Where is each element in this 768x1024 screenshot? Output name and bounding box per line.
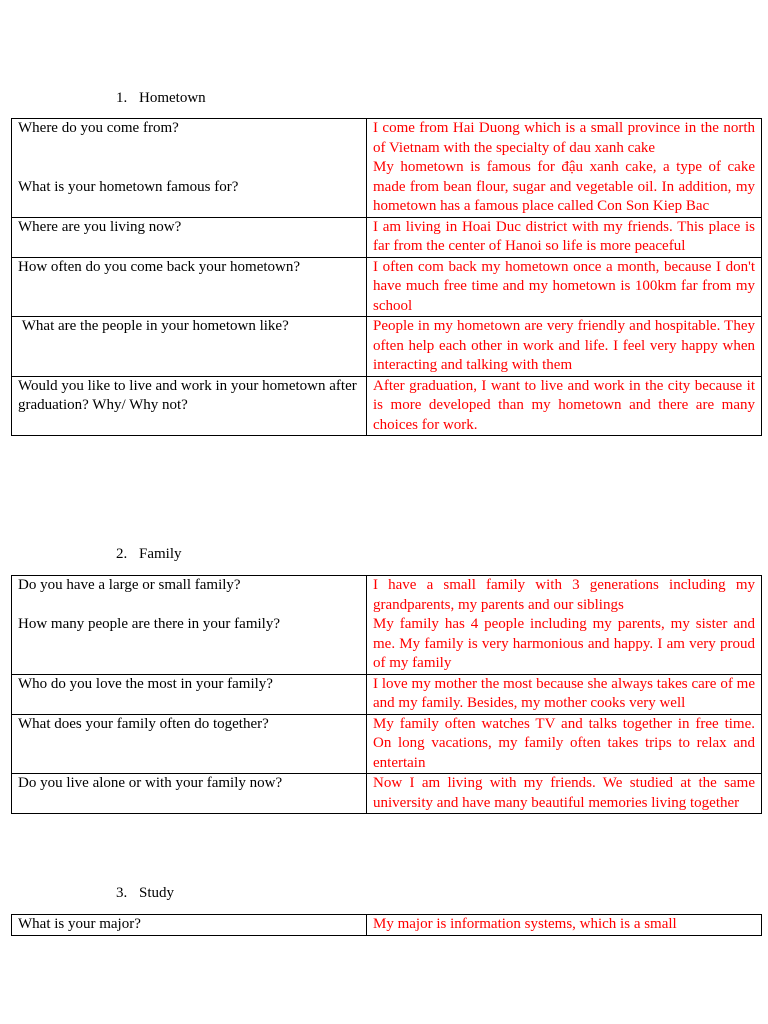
- question-cell: [12, 576, 367, 675]
- question-text: Would you like to live and work in your hometown after graduation? Why/ Why not?: [18, 377, 357, 413]
- answer-text: My family has 4 people including my parents, my sister and me. My family is very harmonious and happy. I am very proud of my family: [373, 616, 755, 671]
- answer-text: People in my hometown are very friendly and hospitable. They often help each other in work and life. I feel very happy when interacting and talking with them: [373, 318, 755, 373]
- answer-cell: [367, 119, 762, 218]
- answer-cell: [367, 257, 762, 317]
- question-text: Where are you living now?: [18, 218, 182, 235]
- question-cell: [12, 915, 367, 936]
- section-heading-hometown: [116, 89, 206, 107]
- table-row: [12, 714, 762, 774]
- answer-cell: [367, 915, 762, 936]
- question-text: Who do you love the most in your family?: [18, 675, 273, 692]
- table-row: [12, 674, 762, 714]
- question-cell: [12, 317, 367, 377]
- answer-text: I am living in Hoai Duc district with my friends. This place is far from the center of Hanoi so life is more peaceful: [373, 218, 755, 254]
- question-cell: [12, 774, 367, 814]
- table-row: [12, 915, 762, 936]
- question-text: Do you have a large or small family?: [18, 577, 241, 593]
- section-number: 1.: [116, 90, 128, 106]
- section-number: 2.: [116, 546, 128, 562]
- question-text: Where do you come from?: [18, 120, 179, 136]
- answer-text: I have a small family with 3 generations including my grandparents, my parents and our siblings: [373, 577, 755, 613]
- answer-cell: [367, 674, 762, 714]
- table-row: [12, 576, 762, 675]
- table-row: [12, 217, 762, 257]
- section-heading-study: [116, 884, 174, 902]
- question-cell: [12, 674, 367, 714]
- question-text: What does your family often do together?: [18, 715, 269, 732]
- section-heading-family: [116, 545, 182, 563]
- answer-cell: [367, 217, 762, 257]
- study-table: [11, 914, 762, 936]
- table-row: [12, 774, 762, 814]
- answer-cell: [367, 376, 762, 436]
- question-text: How many people are there in your family?: [18, 616, 280, 632]
- question-cell: [12, 376, 367, 436]
- table-row: [12, 119, 762, 218]
- family-table: [11, 575, 762, 814]
- answer-cell: [367, 576, 762, 675]
- table-row: [12, 257, 762, 317]
- answer-text: My family often watches TV and talks together in free time. On long vacations, my family often takes trips to relax and entertain: [373, 715, 755, 771]
- question-cell: [12, 714, 367, 774]
- section-title: Hometown: [139, 90, 206, 106]
- answer-text: Now I am living with my friends. We studied at the same university and have many beautiful memories living together: [373, 775, 755, 811]
- table-row: [12, 317, 762, 377]
- question-text: What is your hometown famous for?: [18, 178, 239, 195]
- hometown-table: [11, 118, 762, 436]
- question-text: What are the people in your hometown like?: [18, 318, 289, 334]
- section-number: 3.: [116, 885, 128, 901]
- question-text: What is your major?: [18, 916, 141, 932]
- question-cell: [12, 119, 367, 218]
- section-title: Study: [139, 885, 175, 901]
- table-row: [12, 376, 762, 436]
- question-cell: [12, 257, 367, 317]
- answer-cell: [367, 317, 762, 377]
- answer-cell: [367, 714, 762, 774]
- answer-text: I come from Hai Duong which is a small province in the north of Vietnam with the specialty of dau xanh cake: [373, 120, 755, 156]
- question-text: How often do you come back your hometown?: [18, 258, 301, 275]
- section-title: Family: [139, 546, 182, 562]
- question-cell: [12, 217, 367, 257]
- answer-cell: [367, 774, 762, 814]
- answer-text: My hometown is famous for đậu xanh cake, a type of cake made from bean flour, sugar and vegetable oil. In addition, my hometown has a famous place called Con Son Kiep Bac: [373, 159, 755, 214]
- answer-text: I love my mother the most because she always takes care of me and my family. Besides, my mother cooks very well: [373, 675, 755, 711]
- answer-text: My major is information systems, which is a small: [373, 916, 677, 932]
- answer-text: I often com back my hometown once a month, because I don't have much free time and my hometown is 100km far from my school: [373, 258, 755, 314]
- answer-text: After graduation, I want to live and work in the city because it is more developed than my hometown and there are many choices for work.: [373, 377, 755, 433]
- question-text: Do you live alone or with your family now?: [18, 775, 283, 791]
